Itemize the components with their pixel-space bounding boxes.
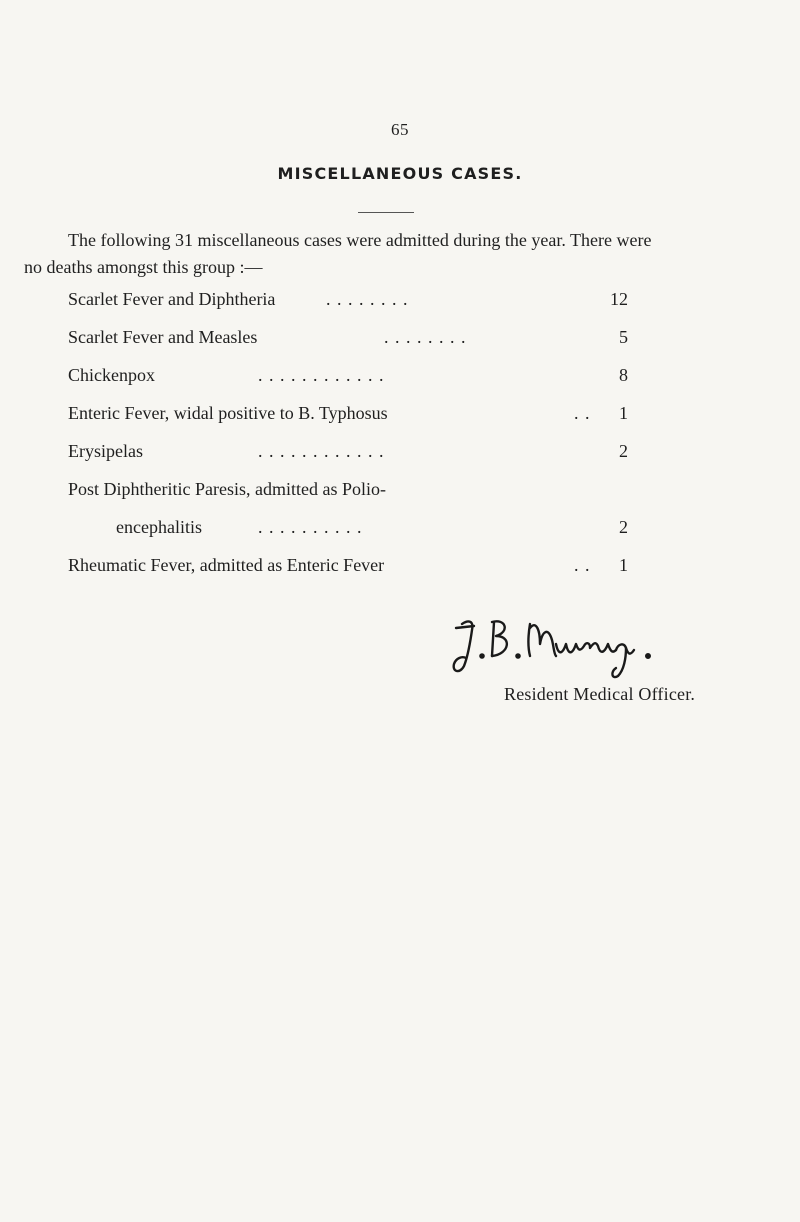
case-label: encephalitis <box>116 517 202 537</box>
case-entry-scarlet-measles <box>68 321 628 359</box>
leader-dots: . . <box>574 555 591 575</box>
case-count: 1 <box>619 403 628 423</box>
intro-paragraph <box>24 227 780 281</box>
case-entry-scarlet-diphtheria <box>68 283 628 321</box>
case-label: Scarlet Fever and Measles <box>68 327 258 347</box>
case-entry-erysipelas <box>68 435 628 473</box>
case-label: Enteric Fever, widal positive to B. Typhosus <box>68 403 388 423</box>
case-label: Scarlet Fever and Diphtheria <box>68 289 276 309</box>
case-label: Post Diphtheritic Paresis, admitted as Polio- <box>68 479 386 499</box>
case-list <box>68 283 628 587</box>
handwritten-signature <box>448 610 688 682</box>
case-entry-rheumatic <box>68 549 628 587</box>
case-count: 5 <box>619 327 628 347</box>
case-count: 8 <box>619 365 628 385</box>
leader-dots: . . <box>574 403 591 423</box>
case-entry-enteric <box>68 397 628 435</box>
case-count: 2 <box>619 517 628 537</box>
case-entry-post-diphtheritic <box>68 473 628 511</box>
case-entry-encephalitis <box>68 511 628 549</box>
case-label: Chickenpox <box>68 365 155 385</box>
leader-dots: . . . . . . . . <box>384 327 467 347</box>
case-label: Rheumatic Fever, admitted as Enteric Fever <box>68 555 385 575</box>
section-heading: MISCELLANEOUS CASES. <box>277 164 523 183</box>
leader-dots: . . . . . . . . . . . . <box>258 441 385 461</box>
leader-dots: . . . . . . . . . . <box>258 517 363 537</box>
case-count: 2 <box>619 441 628 461</box>
case-count: 1 <box>619 555 628 575</box>
intro-line-2: no deaths amongst this group :— <box>24 257 263 277</box>
case-label: Erysipelas <box>68 441 143 461</box>
signer-title: Resident Medical Officer. <box>504 684 696 704</box>
intro-line-1: The following 31 miscellaneous cases were admitted during the year. There were <box>68 230 652 250</box>
leader-dots: . . . . . . . . <box>326 289 409 309</box>
case-count: 12 <box>610 289 628 309</box>
heading-divider <box>358 212 414 213</box>
case-entry-chickenpox <box>68 359 628 397</box>
page-number: 65 <box>391 120 409 139</box>
leader-dots: . . . . . . . . . . . . <box>258 365 385 385</box>
